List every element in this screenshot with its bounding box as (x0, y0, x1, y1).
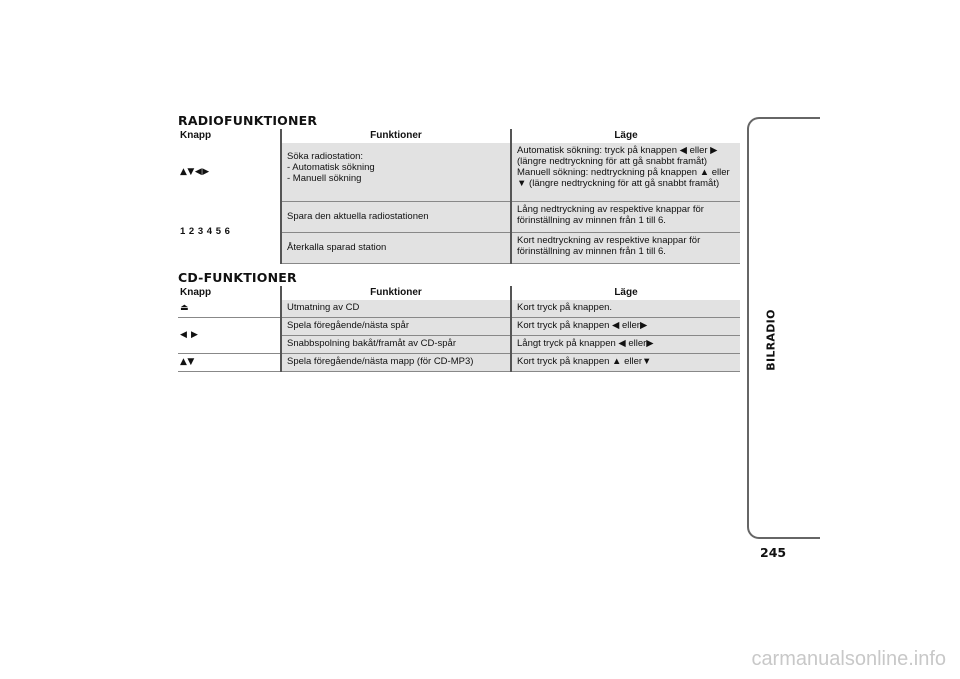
lage-cell (511, 143, 740, 202)
funktion-text: - Automatisk sökning (287, 161, 375, 173)
radio-section-title: RADIOFUNKTIONER (178, 113, 318, 128)
table-row (178, 143, 740, 202)
lage-cell: Kort tryck på knappen. (511, 300, 740, 317)
funktion-cell (281, 143, 511, 202)
funktion-text: - Manuell sökning (287, 172, 362, 184)
knapp-cell-presets: 1 2 3 4 5 6 (178, 202, 281, 264)
cd-functions-table (178, 286, 740, 372)
lage-cell: Kort nedtryckning av respektive knappar för förinställning av minnen från 1 till 6. (511, 233, 740, 264)
knapp-cell-up-down (178, 353, 281, 371)
watermark: carmanualsonline.info (751, 648, 946, 670)
header-funktioner: Funktioner (281, 286, 511, 300)
eject-icon: ⏏ (180, 303, 190, 313)
table-header-row (178, 286, 740, 300)
funktion-cell: Spara den aktuella radiostationen (281, 202, 511, 233)
funktion-text: Söka radiostation: (287, 151, 364, 162)
funktion-cell: Snabbspolning bakåt/framåt av CD-spår (281, 335, 511, 353)
radio-functions-table (178, 129, 740, 264)
table-row (178, 300, 740, 317)
left-right-arrows-icon: ◀ ▶ (180, 329, 199, 340)
table-row (178, 202, 740, 233)
header-knapp: Knapp (178, 129, 281, 143)
knapp-cell-eject (178, 300, 281, 317)
arrow-keys-icon: ▲▼◀▶ (180, 166, 210, 177)
lage-cell: Långt tryck på knappen ◀ eller▶ (511, 335, 740, 353)
header-lage: Läge (511, 129, 740, 143)
table-header-row (178, 129, 740, 143)
chapter-label (761, 310, 781, 370)
funktion-cell: Spela föregående/nästa mapp (för CD-MP3) (281, 353, 511, 371)
knapp-cell-arrows (178, 143, 281, 202)
table-row (178, 317, 740, 335)
table-row (178, 353, 740, 371)
chapter-label-text: BILRADIO (764, 309, 778, 371)
header-funktioner: Funktioner (281, 129, 511, 143)
funktion-cell: Återkalla sparad station (281, 233, 511, 264)
up-down-arrows-icon: ▲▼ (180, 356, 195, 367)
cd-section-title: CD-FUNKTIONER (178, 270, 297, 285)
lage-cell: Kort tryck på knappen ◀ eller▶ (511, 317, 740, 335)
knapp-cell-left-right (178, 317, 281, 353)
lage-text: Automatisk sökning: tryck på knappen ◀ eller ▶ (längre nedtryckning för att gå snabbt framåt) (517, 145, 718, 167)
lage-cell: Kort tryck på knappen ▲ eller▼ (511, 353, 740, 371)
funktion-cell: Utmatning av CD (281, 300, 511, 317)
lage-cell: Lång nedtryckning av respektive knappar för förinställning av minnen från 1 till 6. (511, 202, 740, 233)
page-number: 245 (760, 545, 787, 560)
funktion-cell: Spela föregående/nästa spår (281, 317, 511, 335)
chapter-side-tab (747, 117, 820, 539)
lage-text: Manuell sökning: nedtryckning på knappen ▲ eller ▼ (längre nedtryckning för att gå snabbt framåt) (517, 166, 730, 189)
header-knapp: Knapp (178, 286, 281, 300)
header-lage: Läge (511, 286, 740, 300)
